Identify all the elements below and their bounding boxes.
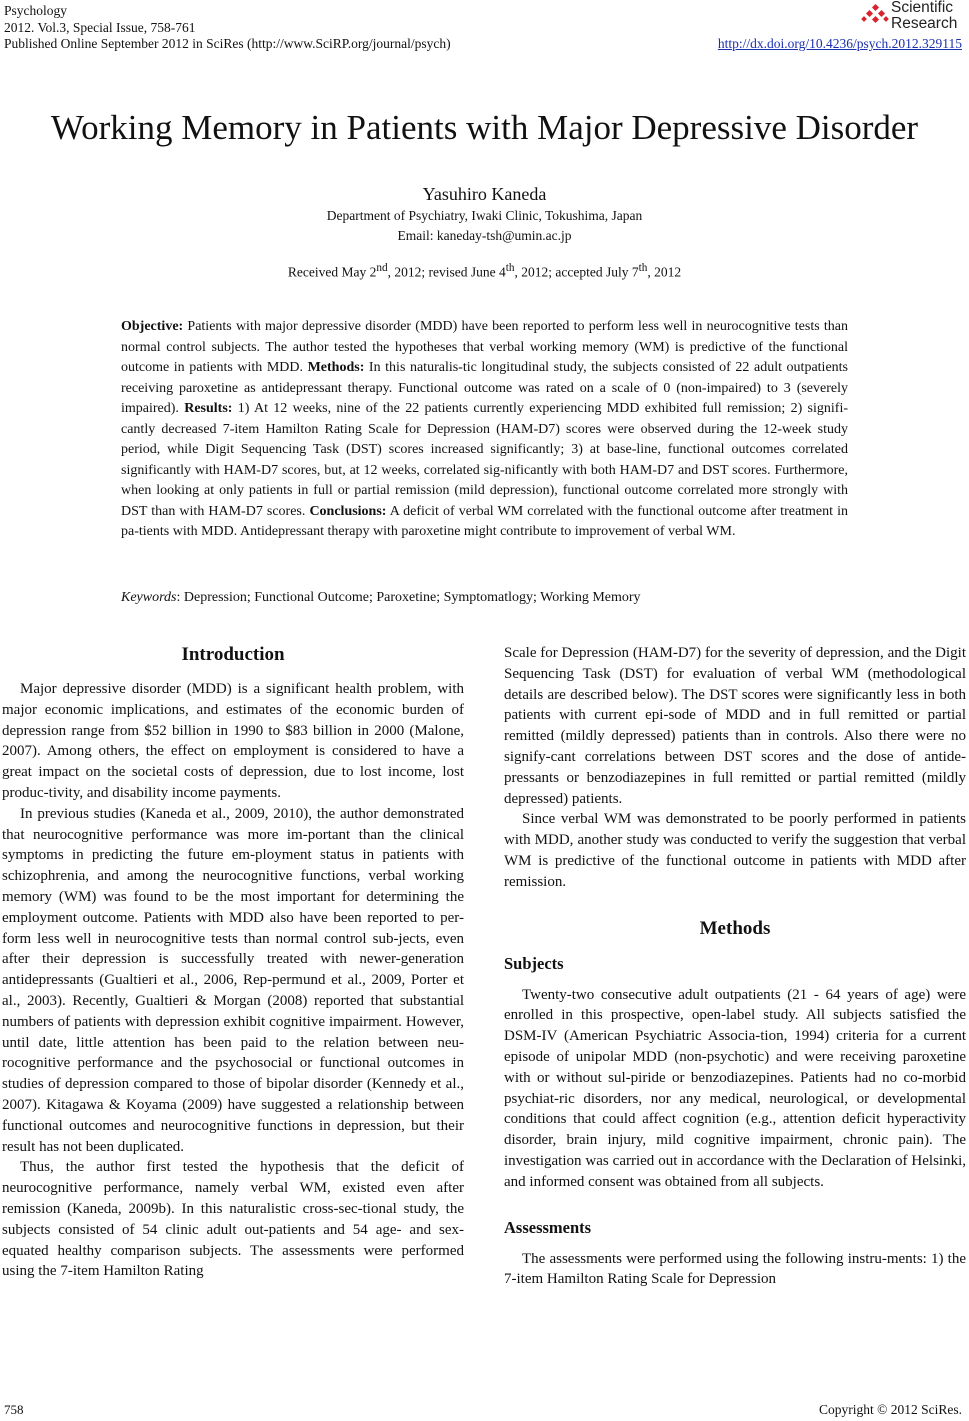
logo-dots-icon bbox=[861, 4, 889, 26]
publication-dates: Received May 2nd, 2012; revised June 4th, 2012; accepted July 7th, 2012 bbox=[287, 262, 682, 280]
scientific-research-logo bbox=[861, 0, 961, 34]
methods-heading: Methods bbox=[699, 917, 771, 939]
assessments-heading: Assessments bbox=[504, 1217, 592, 1237]
abstract: Objective: Patients with major depressive disorder (MDD) have been reported to perform less well in neurocognitive tests than normal control subjects. The author tested the hypotheses that verbal working memory (WM) is predictive of the functional outcome in patients with MDD. Methods: In this naturalis-tic longitudinal study, the subjects consisted of 22 adult outpatients receiving paroxetine as antidepressant therapy. Functional outcome was rated on a scale of 0 (non-impaired) to 3 (severely impaired). Results: 1) At 12 weeks, nine of the 22 patients currently experiencing MDD exhibited full remission; 2) signifi-cantly decreased 7-item Hamilton Rating Scale for Depression (HAM-D7) scores were observed during the 12-week study period, while Digit Sequencing Task (DST) scores increased significantly; 3) at base-line, functional outcomes correlated significantly with HAM-D7 scores, but, at 12 weeks, correlated sig-nificantly with both HAM-D7 and DST scores. Furthermore, when looking at only patients in full or partial remission (mild depression), functional outcome correlated more strongly with DST than with HAM-D7 scores. Conclusions: A deficit of verbal WM correlated with the functional outcome after treatment in pa-tients with MDD. Antidepressant therapy with paroxetine might contribute to improvement of verbal WM. bbox=[121, 319, 848, 539]
logo-text: Scientific Research bbox=[891, 0, 958, 32]
objective-label: Objective: bbox=[121, 319, 184, 334]
methods-label: Methods: bbox=[307, 360, 365, 375]
page-number: 758 bbox=[4, 1402, 24, 1417]
intro-paragraph-2: In previous studies (Kaneda et al., 2009, 2010), the author demonstrated that neurocognitive performance was more im-portant than the clinical symptoms in predicting the future em-ployment status in patients with schizophrenia, and among the neurocognitive functions, verbal working memory (WM) was found to be the most important for determining the employment outcome. Patients with MDD also have been reported to per-form less well in neurocognitive tests than normal control sub-jects, even after their depression is successfully treated with newer-generation antidepressants (Gualtieri et al., 2006, Rep-permund et al., 2009, Porter et al., 2003). Recently, Gualtieri & Morgan (2008) reported that substantial numbers of patients with depression exhibit cognitive impairment. However, until date, little attention has been paid to the relation between neu-rocognitive performance and the psychosocial or functional outcomes in studies of depression compared to those of bipolar disorder (Kennedy et al., 2007). Kitagawa & Koyama (2009) have suggested a relationship between functional outcomes and neurocognitive functions in depression, but their result has not been duplicated. bbox=[2, 805, 464, 1155]
keywords: Keywords: Depression; Functional Outcome; Paroxetine; Symptomatlogy; Working Memory bbox=[121, 590, 641, 605]
affiliation: Department of Psychiatry, Iwaki Clinic, Tokushima, Japan bbox=[326, 208, 643, 223]
paper-title: Working Memory in Patients with Major Depressive Disorder bbox=[50, 108, 919, 147]
right-paragraph-1: Scale for Depression (HAM-D7) for the severity of depression, and the Digit Sequencing Task (DST) for evaluation of verbal WM (methodological details are described below). The DST scores were significantly less in both patients with current epi-sode of MDD and in full remitted or partial remitted (mildly depressed) patients than in controls. Also there were no signify-cant correlations between DST scores and the dose of antide-pressants or benzodiazepines in full remitted or partial remitted (mildly depressed) patients. bbox=[504, 645, 966, 807]
intro-paragraph-1: Major depressive disorder (MDD) is a significant health problem, with major economic implications, and estimates of the economic burden of depression range from $52 billion in 1990 to $83 billion in 2000 (Malone, 2007). Among others, the effect on employment is considered to have a great impact on the societal costs of depression, due to lost income, lost produc-tivity, and disability income payments. bbox=[2, 681, 464, 801]
keywords-label: Keywords bbox=[121, 590, 177, 605]
left-column bbox=[2, 643, 464, 1282]
copyright: Copyright © 2012 SciRes. bbox=[818, 1402, 962, 1417]
journal-name: Psychology bbox=[4, 3, 68, 18]
author-email: Email: kaneday-tsh@umin.ac.jp bbox=[397, 228, 572, 243]
intro-paragraph-3: Thus, the author first tested the hypothesis that the deficit of neurocognitive performance, namely verbal WM, existed even after remission (Kaneda, 2009b). In this naturalistic cross-sec-tional study, the subjects consisted of 54 clinic adult out-patients and 54 age- and sex-equated healthy comparison subjects. The assessments were performed using the 7-item Hamilton Rating bbox=[2, 1159, 464, 1280]
subjects-paragraph: Twenty-two consecutive adult outpatients (21 - 64 years of age) were enrolled in this prospective, open-label study. All subjects satisfied the DSM-IV (American Psychiatric Associa-tion, 1994) criteria for a current episode of unipolar MDD (non-psychotic) and were receiving paroxetine with or without sul-piride or benzodiazepines. Patients had no co-morbid psychiat-ric disorders, nor any medical, neurological, or developmental conditions that could affect cognition (e.g., attention deficit hyperactivity disorder, brain injury, mild cognitive impairment, chronic pain). The investigation was carried out in accordance with the Declaration of Helsinki, and informed consent was obtained from all subjects. bbox=[504, 986, 966, 1190]
publication-info: Published Online September 2012 in SciRes (http://www.SciRP.org/journal/psych) bbox=[4, 36, 451, 51]
conclusions-label: Conclusions: bbox=[309, 503, 387, 519]
author-name: Yasuhiro Kaneda bbox=[422, 184, 547, 204]
journal-volume: 2012. Vol.3, Special Issue, 758-761 bbox=[4, 19, 196, 35]
journal-header bbox=[4, 3, 451, 53]
assessments-paragraph: The assessments were performed using the following instru-ments: 1) the 7-item Hamilton Rating Scale for Depression bbox=[504, 1250, 966, 1288]
doi-link[interactable]: http://dx.doi.org/10.4236/psych.2012.329115 bbox=[717, 36, 962, 51]
right-column bbox=[504, 643, 966, 1290]
results-label: Results: bbox=[184, 401, 233, 416]
introduction-heading: Introduction bbox=[181, 644, 285, 665]
right-paragraph-2: Since verbal WM was demonstrated to be poorly performed in patients with MDD, another study was conducted to verify the suggestion that verbal WM is predictive of the functional outcome in patients with MDD after remission. bbox=[504, 811, 966, 890]
subjects-heading: Subjects bbox=[504, 953, 564, 973]
